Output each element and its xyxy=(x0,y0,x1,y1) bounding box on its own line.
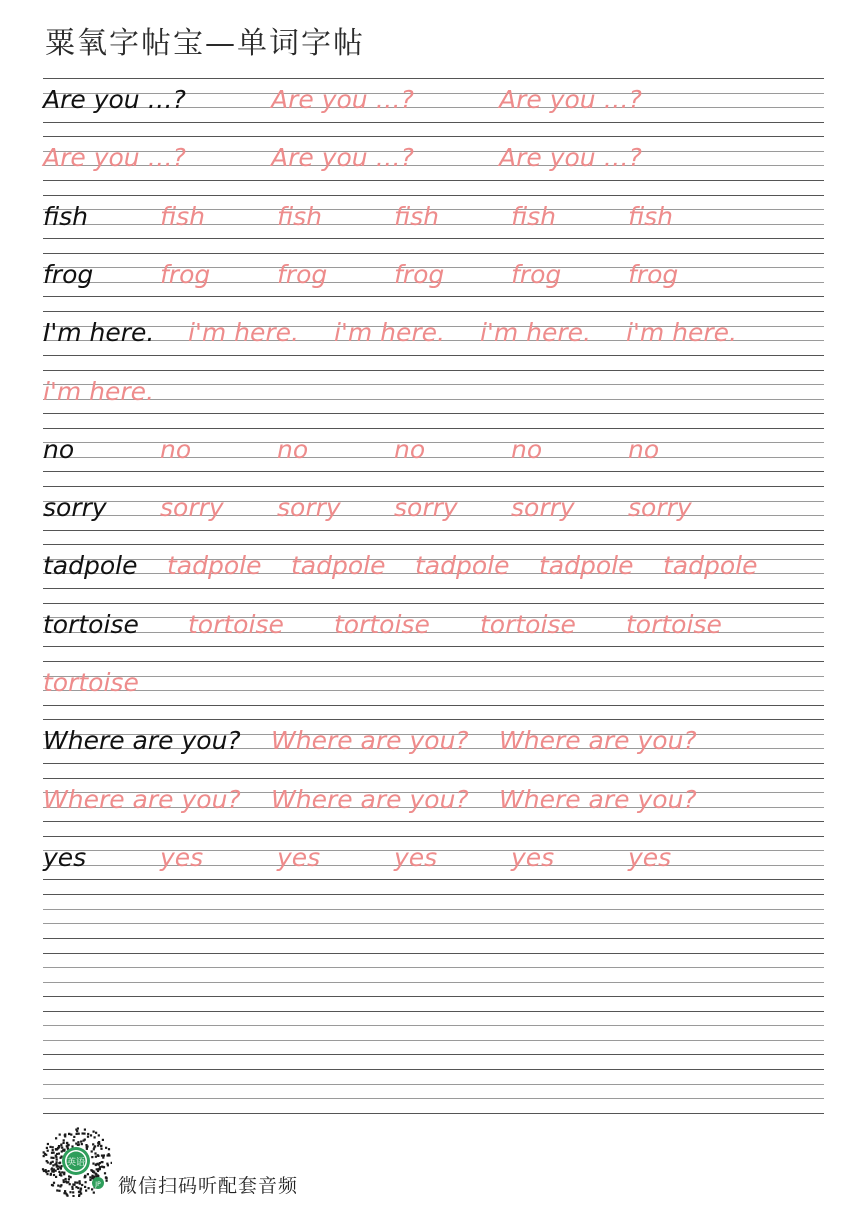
trace-word: tadpole xyxy=(291,551,386,581)
practice-sheet xyxy=(43,78,824,1128)
guide-line xyxy=(43,1113,824,1114)
trace-word: fish xyxy=(511,201,557,231)
trace-word: tortoise xyxy=(188,609,284,639)
guide-line xyxy=(43,1098,824,1099)
trace-word: fish xyxy=(277,201,323,231)
trace-word: tadpole xyxy=(167,551,262,581)
practice-row xyxy=(43,486,824,530)
practice-row xyxy=(43,953,824,997)
guide-line xyxy=(43,180,824,181)
practice-row xyxy=(43,719,824,763)
qr-code-icon[interactable] xyxy=(40,1125,112,1197)
guide-line xyxy=(43,894,824,895)
model-word: yes xyxy=(43,842,87,872)
guide-line xyxy=(43,370,824,371)
trace-word: Where are you? xyxy=(499,726,697,756)
practice-row xyxy=(43,603,824,647)
footer xyxy=(40,1125,360,1205)
guide-line xyxy=(43,719,824,720)
page-title: 粟氧字帖宝—单词字帖 xyxy=(45,26,365,61)
model-word: Where are you? xyxy=(43,726,241,756)
guide-line xyxy=(43,1084,824,1085)
model-word: I'm here. xyxy=(43,318,155,348)
guide-line xyxy=(43,763,824,764)
practice-row xyxy=(43,195,824,239)
guide-line xyxy=(43,471,824,472)
trace-word: Where are you? xyxy=(271,726,469,756)
practice-row xyxy=(43,428,824,472)
guide-line xyxy=(43,1025,824,1026)
trace-word: tortoise xyxy=(626,609,722,639)
trace-word: fish xyxy=(394,201,440,231)
guide-line xyxy=(43,238,824,239)
practice-row xyxy=(43,778,824,822)
practice-row xyxy=(43,894,824,938)
guide-line xyxy=(43,122,824,123)
trace-word: yes xyxy=(628,842,672,872)
guide-line xyxy=(43,296,824,297)
guide-line xyxy=(43,399,824,400)
model-word: frog xyxy=(43,259,94,289)
guide-line xyxy=(43,136,824,137)
guide-line xyxy=(43,923,824,924)
practice-row xyxy=(43,370,824,414)
trace-word: no xyxy=(277,434,309,464)
trace-word: tadpole xyxy=(539,551,634,581)
guide-line xyxy=(43,676,824,677)
trace-word: tortoise xyxy=(43,668,139,697)
practice-row xyxy=(43,661,824,705)
guide-line xyxy=(43,311,824,312)
guide-line xyxy=(43,603,824,604)
model-word: sorry xyxy=(43,493,107,523)
trace-word: yes xyxy=(160,842,204,872)
guide-line xyxy=(43,661,824,662)
practice-row xyxy=(43,78,824,122)
guide-line xyxy=(43,690,824,691)
guide-line xyxy=(43,428,824,429)
guide-line xyxy=(43,646,824,647)
qr-sub-label: JP xyxy=(95,1181,101,1188)
trace-word: no xyxy=(628,434,660,464)
guide-line xyxy=(43,1040,824,1041)
trace-word: Where are you? xyxy=(499,784,697,814)
trace-word: Are you …? xyxy=(271,85,414,114)
guide-line xyxy=(43,195,824,196)
guide-line xyxy=(43,1054,824,1055)
trace-word: sorry xyxy=(277,493,341,523)
trace-word: Are you …? xyxy=(499,85,642,114)
trace-word: frog xyxy=(277,259,328,289)
trace-word: Are you …? xyxy=(499,143,642,173)
trace-word: sorry xyxy=(628,493,692,523)
model-word: tadpole xyxy=(43,551,138,581)
practice-row xyxy=(43,1011,824,1055)
trace-word: Where are you? xyxy=(43,784,241,814)
guide-line xyxy=(43,996,824,997)
trace-word: frog xyxy=(394,259,445,289)
trace-word: i'm here. xyxy=(626,318,737,348)
trace-word: yes xyxy=(277,842,321,872)
trace-word: i'm here. xyxy=(43,376,154,406)
guide-line xyxy=(43,413,824,414)
practice-row xyxy=(43,311,824,355)
trace-word: sorry xyxy=(511,493,575,523)
trace-word: yes xyxy=(511,842,555,872)
trace-word: i'm here. xyxy=(480,318,591,348)
guide-line xyxy=(43,588,824,589)
trace-word: yes xyxy=(394,842,438,872)
trace-word: fish xyxy=(628,201,674,231)
qr-badge-label: 英语 xyxy=(66,1158,86,1168)
trace-word: i'm here. xyxy=(188,318,299,348)
guide-line xyxy=(43,530,824,531)
practice-row xyxy=(43,253,824,297)
guide-line xyxy=(43,78,824,79)
practice-row xyxy=(43,544,824,588)
trace-word: no xyxy=(511,434,543,464)
trace-word: fish xyxy=(160,201,206,231)
guide-line xyxy=(43,544,824,545)
guide-line xyxy=(43,953,824,954)
footer-caption: 微信扫码听配套音频 xyxy=(118,1175,299,1197)
trace-word: no xyxy=(160,434,192,464)
trace-word: sorry xyxy=(160,493,224,523)
model-word: Are you …? xyxy=(43,85,186,114)
trace-word: frog xyxy=(160,259,211,289)
trace-word: Are you …? xyxy=(271,143,414,173)
guide-line xyxy=(43,355,824,356)
guide-line xyxy=(43,836,824,837)
trace-word: sorry xyxy=(394,493,458,523)
guide-line xyxy=(43,1011,824,1012)
trace-word: frog xyxy=(628,259,679,289)
trace-word: Where are you? xyxy=(271,784,469,814)
trace-word: frog xyxy=(511,259,562,289)
trace-word: tadpole xyxy=(663,551,758,581)
trace-word: tadpole xyxy=(415,551,510,581)
guide-line xyxy=(43,821,824,822)
trace-word: tortoise xyxy=(480,609,576,639)
guide-line xyxy=(43,938,824,939)
model-word: tortoise xyxy=(43,609,139,639)
model-word: no xyxy=(43,434,75,464)
guide-line xyxy=(43,879,824,880)
trace-word: Are you …? xyxy=(43,143,186,173)
guide-line xyxy=(43,1069,824,1070)
trace-word: i'm here. xyxy=(334,318,445,348)
guide-line xyxy=(43,253,824,254)
practice-row xyxy=(43,136,824,180)
guide-line xyxy=(43,967,824,968)
guide-line xyxy=(43,909,824,910)
trace-word: no xyxy=(394,434,426,464)
trace-word: tortoise xyxy=(334,609,430,639)
guide-line xyxy=(43,778,824,779)
practice-row xyxy=(43,836,824,880)
practice-row xyxy=(43,1069,824,1113)
guide-line xyxy=(43,486,824,487)
guide-line xyxy=(43,705,824,706)
model-word: fish xyxy=(43,201,89,231)
guide-line xyxy=(43,982,824,983)
guide-line xyxy=(43,384,824,385)
